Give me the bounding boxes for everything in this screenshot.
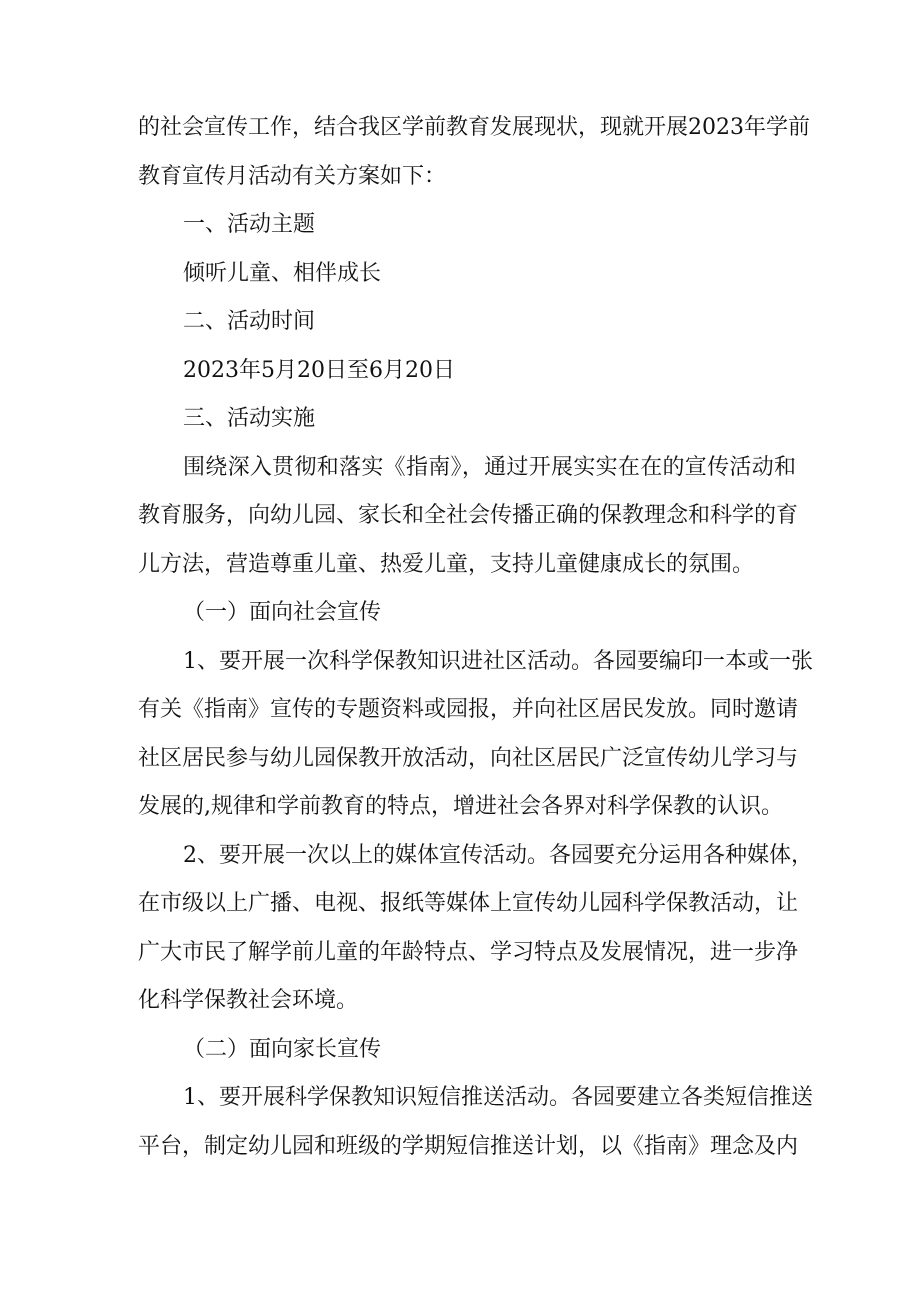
parents-item1-line-1: 1、要开展科学保教知识短信推送活动。各园要建立各类短信推送: [183, 1085, 813, 1110]
implementation-para-line-1: 围绕深入贯彻和落实《指南》，通过开展实实在在的宣传活动和: [183, 455, 796, 480]
society-item2-line-3: 广大市民了解学前儿童的年龄特点、学习特点及发展情况，进一步净: [138, 940, 799, 965]
society-item1-line-2: 有关《指南》宣传的专题资料或园报，并向社区居民发放。同时邀请: [138, 697, 799, 722]
intro-line-1: 的社会宣传工作，结合我区学前教育发展现状，现就开展2023年学前: [138, 115, 810, 140]
section-heading-theme: 一、活动主题: [183, 212, 316, 237]
society-item1-line-3: 社区居民参与幼儿园保教开放活动，向社区居民广泛宣传幼儿学习与: [138, 746, 799, 771]
subsection-heading-parents: （二）面向家长宣传: [183, 1037, 382, 1062]
implementation-para-line-3: 儿方法，营造尊重儿童、热爱儿童，支持儿童健康成长的氛围。: [138, 552, 755, 577]
parents-item1-line-2: 平台，制定幼儿园和班级的学期短信推送计划，以《指南》理念及内: [138, 1134, 799, 1159]
society-item2-line-1: 2、要开展一次以上的媒体宣传活动。各园要充分运用各种媒体，: [183, 843, 813, 868]
society-item2-line-2: 在市级以上广播、电视、报纸等媒体上宣传幼儿园科学保教活动，让: [138, 891, 799, 916]
section-heading-time: 二、活动时间: [183, 309, 316, 334]
society-item1-line-1: 1、要开展一次科学保教知识进社区活动。各园要编印一本或一张: [183, 649, 813, 674]
society-item2-line-4: 化科学保教社会环境。: [138, 988, 359, 1013]
subsection-heading-society: （一）面向社会宣传: [183, 600, 382, 625]
society-item1-line-4: 发展的,规律和学前教育的特点，增进社会各界对科学保教的认识。: [138, 794, 783, 819]
theme-content: 倾听儿童、相伴成长: [183, 261, 382, 286]
time-content: 2023年5月20日至6月20日: [183, 358, 455, 383]
section-heading-implementation: 三、活动实施: [183, 406, 316, 431]
implementation-para-line-2: 教育服务，向幼儿园、家长和全社会传播正确的保教理念和科学的育: [138, 503, 799, 528]
intro-line-2: 教育宣传月活动有关方案如下：: [138, 164, 447, 189]
